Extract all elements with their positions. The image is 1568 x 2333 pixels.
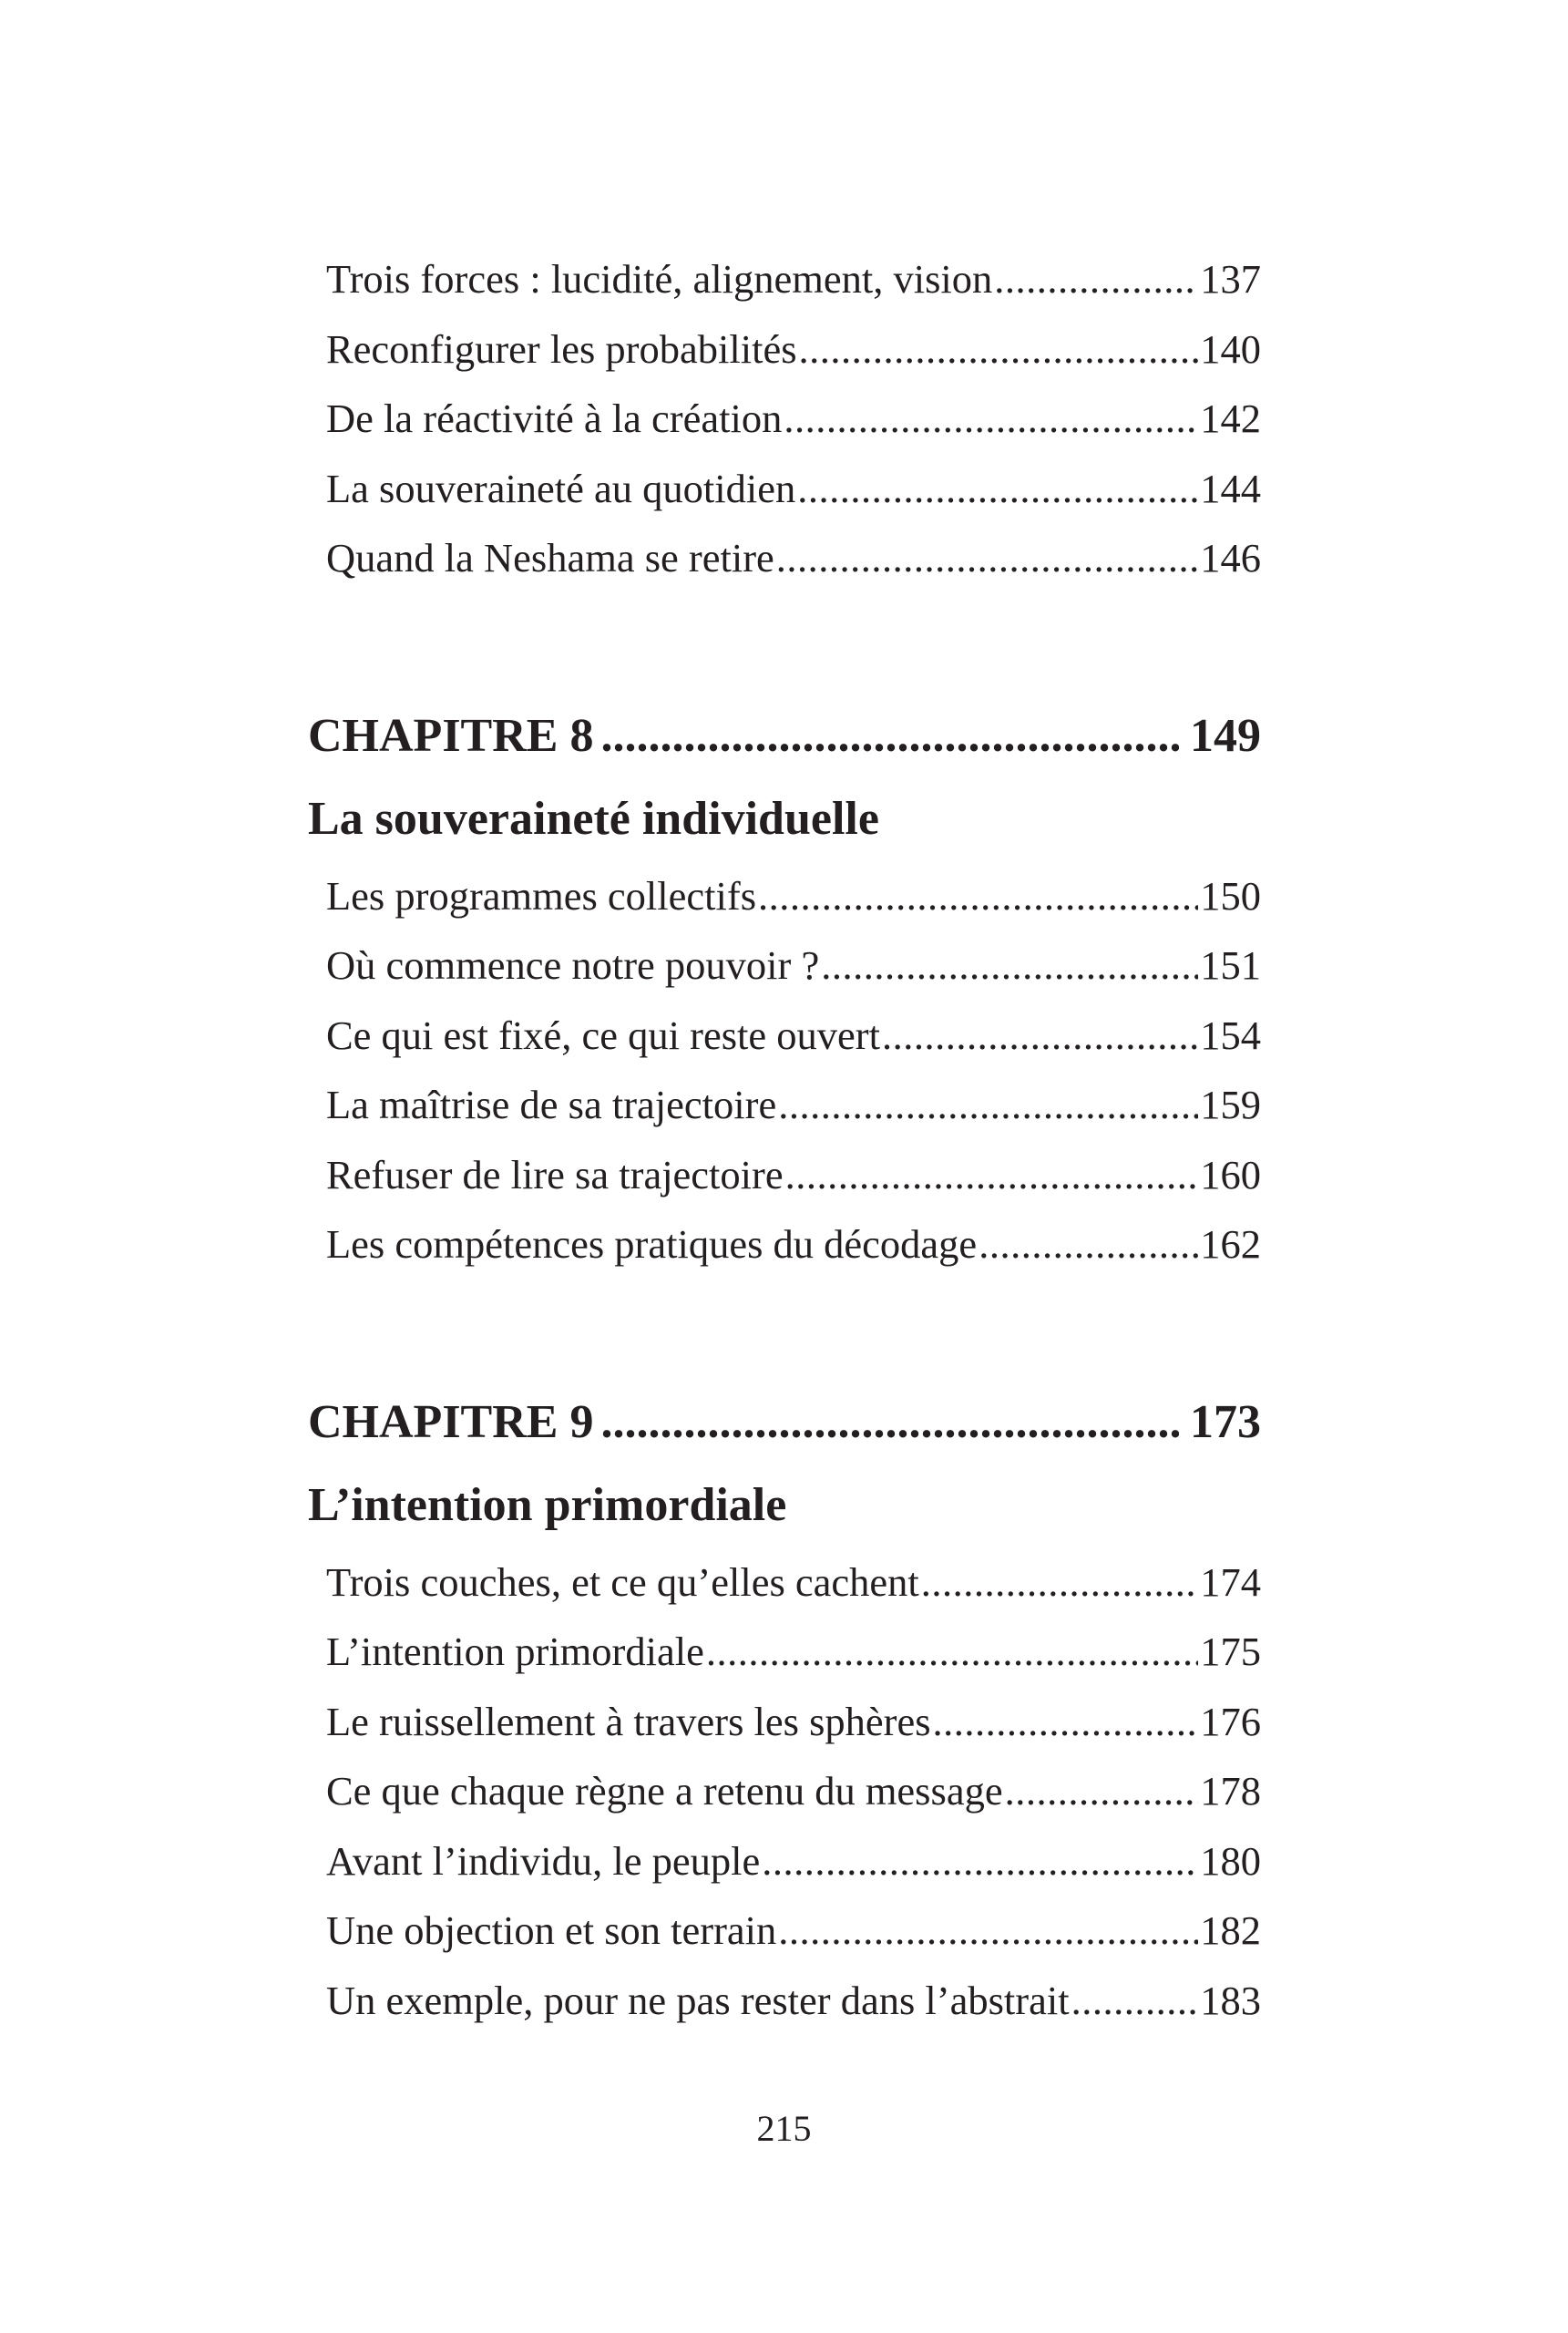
toc-entry-title: Les programmes collectifs (326, 872, 757, 919)
toc-entry-title: De la réactivité à la création (326, 396, 783, 441)
toc-entry-title: Où commence notre pouvoir ? (326, 942, 820, 988)
toc-entry-page: 142 (1200, 396, 1261, 441)
dot-leader (882, 1001, 1198, 1071)
section-spacer (308, 593, 1261, 695)
chapter-heading-8[interactable] (308, 695, 1261, 777)
toc-entry[interactable] (308, 244, 1261, 314)
toc-entry[interactable] (308, 1826, 1261, 1896)
toc-entry-title: Ce que chaque règne a retenu du message (326, 1768, 1003, 1814)
toc-entry[interactable] (308, 930, 1261, 1001)
toc-entry-page: 144 (1200, 465, 1261, 511)
dot-leader (778, 1896, 1198, 1966)
toc-entry-page: 150 (1200, 872, 1261, 919)
dot-leader (921, 1547, 1198, 1618)
toc-entry-title: Le ruissellement à travers les sphères (326, 1698, 931, 1744)
toc-entry-title: La maîtrise de sa trajectoire (326, 1082, 777, 1127)
dot-leader (785, 1140, 1199, 1210)
toc-entry-page: 178 (1200, 1768, 1261, 1814)
section-spacer (308, 1280, 1261, 1382)
toc-entry-page: 140 (1200, 325, 1261, 372)
toc-entry-page: 180 (1200, 1837, 1261, 1884)
toc-entry-page: 160 (1200, 1151, 1261, 1197)
dot-leader (1071, 1966, 1199, 2036)
toc-entry-title: Trois forces : lucidité, alignement, vision (326, 256, 993, 302)
toc-entry[interactable] (308, 1617, 1261, 1687)
dot-leader (797, 454, 1198, 524)
dot-leader (979, 1209, 1198, 1280)
chapter-label: CHAPITRE 8 (308, 709, 594, 762)
toc-entry-page: 162 (1200, 1221, 1261, 1267)
toc-entry-title: L’intention primordiale (326, 1629, 704, 1674)
dot-leader (778, 1070, 1198, 1140)
chapter-subtitle: La souveraineté individuelle (308, 792, 879, 845)
chapter-subtitle: L’intention primordiale (308, 1478, 787, 1531)
dot-leader (600, 695, 1179, 777)
toc-entry-title: Les compétences pratiques du décodage (326, 1221, 978, 1267)
toc-entry[interactable] (308, 1209, 1261, 1280)
toc-entry-page: 154 (1200, 1012, 1261, 1058)
toc-entry-title: Avant l’individu, le peuple (326, 1837, 761, 1884)
toc-entry[interactable] (308, 384, 1261, 454)
toc-entry-title: Quand la Neshama se retire (326, 535, 774, 581)
toc-entry-page: 137 (1200, 256, 1261, 302)
toc-entry[interactable] (308, 1547, 1261, 1618)
toc-entry-page: 151 (1200, 942, 1261, 988)
chapter-page: 149 (1190, 709, 1261, 762)
dot-leader (762, 1826, 1198, 1896)
dot-leader (1005, 1756, 1199, 1826)
toc-entry[interactable] (308, 861, 1261, 931)
toc-entry[interactable] (308, 1070, 1261, 1140)
toc-entry[interactable] (308, 454, 1261, 524)
dot-leader (758, 861, 1198, 931)
toc-entry-page: 183 (1200, 1977, 1261, 2023)
toc-entry-title: Reconfigurer les probabilités (326, 325, 797, 372)
table-of-contents (308, 244, 1261, 2035)
dot-leader (706, 1617, 1198, 1687)
chapter-label: CHAPITRE 9 (308, 1395, 594, 1448)
dot-leader (776, 523, 1198, 593)
dot-leader (821, 930, 1198, 1001)
dot-leader (994, 244, 1198, 314)
dot-leader (799, 314, 1199, 385)
toc-entry-title: Refuser de lire sa trajectoire (326, 1151, 784, 1197)
toc-entry-page: 182 (1200, 1907, 1261, 1953)
toc-entry[interactable] (308, 1896, 1261, 1966)
toc-entry-title: La souveraineté au quotidien (326, 465, 796, 511)
toc-entry[interactable] (308, 523, 1261, 593)
toc-entry[interactable] (308, 314, 1261, 385)
toc-entry-title: Un exemple, pour ne pas rester dans l’abstrait (326, 1977, 1070, 2023)
toc-entry-page: 174 (1200, 1558, 1261, 1605)
dot-leader (933, 1687, 1199, 1757)
dot-leader (600, 1382, 1179, 1464)
toc-entry[interactable] (308, 1966, 1261, 2036)
toc-entry[interactable] (308, 1001, 1261, 1071)
chapter-page: 173 (1190, 1395, 1261, 1448)
toc-entry-title: Trois couches, et ce qu’elles cachent (326, 1558, 919, 1605)
toc-entry-page: 159 (1200, 1082, 1261, 1127)
toc-entry[interactable] (308, 1140, 1261, 1210)
page-number: 215 (756, 2108, 812, 2149)
dot-leader (784, 384, 1198, 454)
toc-entry-page: 146 (1200, 535, 1261, 581)
toc-entry-page: 175 (1200, 1629, 1261, 1674)
toc-entry[interactable] (308, 1756, 1261, 1826)
toc-entry-page: 176 (1200, 1698, 1261, 1744)
toc-entry-title: Une objection et son terrain (326, 1907, 777, 1953)
chapter-heading-9[interactable] (308, 1382, 1261, 1464)
toc-entry[interactable] (308, 1687, 1261, 1757)
toc-entry-title: Ce qui est fixé, ce qui reste ouvert (326, 1012, 880, 1058)
